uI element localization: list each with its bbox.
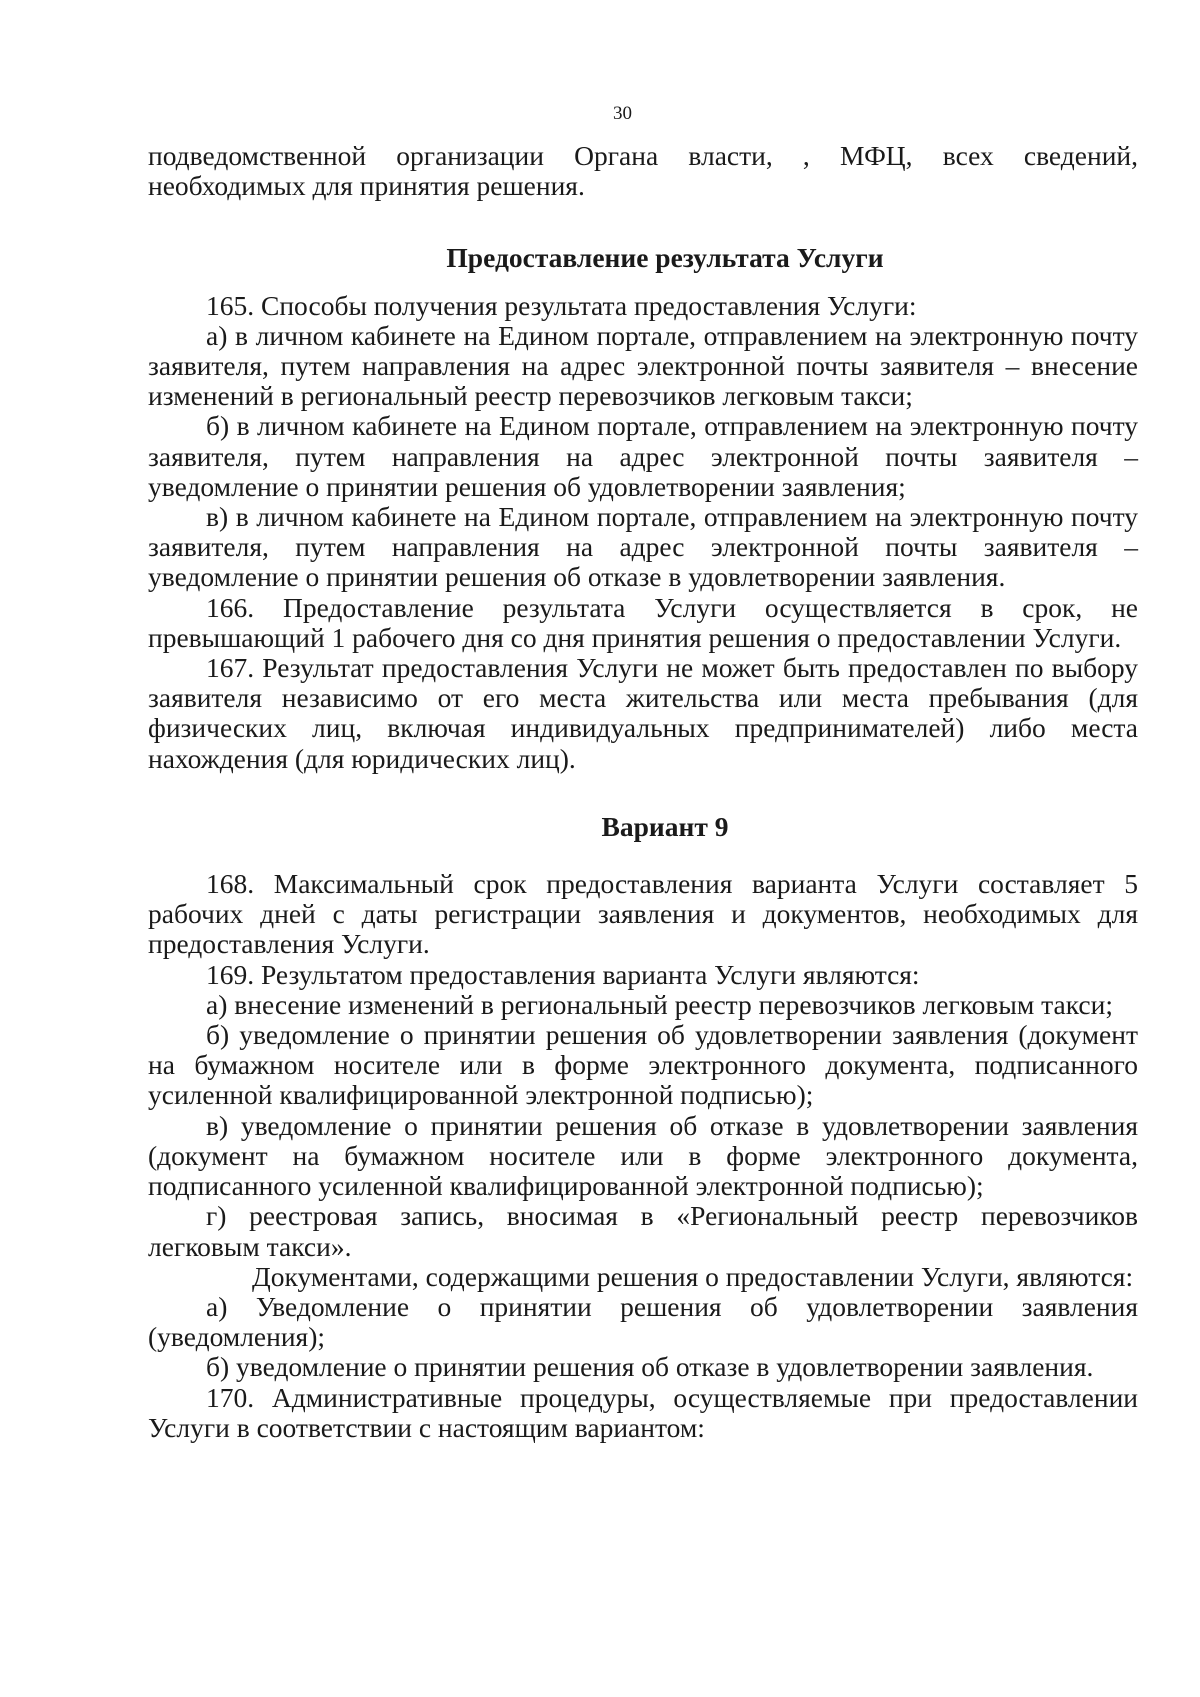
paragraph-167: 167. Результат предоставления Услуги не может быть предоставлен по выбору заявителя независимо от его места жительства или места пребывания (для физических лиц, включая индивидуальных предпринимателей) либо места нахождения (для юридических лиц). bbox=[148, 652, 1138, 774]
page-number: 30 bbox=[613, 103, 632, 124]
paragraph-165-a: а) в личном кабинете на Едином портале, отправлением на электронную почту заявителя, путем направления на адрес электронной почты заявителя – внесение изменений в региональный реестр перевозчиков легковым такси; bbox=[148, 319, 1138, 412]
paragraph-169-a: а) внесение изменений в региональный реестр перевозчиков легковым такси; bbox=[206, 988, 1113, 1020]
paragraph-165-b: б) в личном кабинете на Едином портале, отправлением на электронную почту заявителя, путем направления на адрес электронной почты заявителя – уведомление о принятии решения об удовлетворении заявления; bbox=[148, 410, 1138, 502]
paragraph-decision-a: а) Уведомление о принятии решения об удовлетворении заявления (уведомления); bbox=[148, 1290, 1138, 1353]
paragraph-168: 168. Максимальный срок предоставления варианта Услуги составляет 5 рабочих дней с даты регистрации заявления и документов, необходимых для предоставления Услуги. bbox=[148, 868, 1138, 960]
paragraph-decision-documents: Документами, содержащими решения о предоставлении Услуги, являются: bbox=[252, 1260, 1134, 1292]
section-heading-variant-9: Вариант 9 bbox=[601, 810, 729, 842]
paragraph-169-b: б) уведомление о принятии решения об удовлетворении заявления (документ на бумажном носителе или в форме электронного документа, подписанного усиленной квалифицированной электронной подписью); bbox=[148, 1019, 1138, 1111]
paragraph-165: 165. Способы получения результата предоставления Услуги: bbox=[206, 289, 917, 321]
paragraph-166: 166. Предоставление результата Услуги осуществляется в срок, не превышающий 1 рабочего дня со дня принятия решения о предоставлении Услуги. bbox=[148, 591, 1138, 653]
paragraph-169: 169. Результатом предоставления варианта Услуги являются: bbox=[206, 958, 920, 990]
paragraph-170: 170. Административные процедуры, осуществляемые при предоставлении Услуги в соответствии с настоящим вариантом: bbox=[148, 1381, 1138, 1443]
paragraph-continuation: подведомственной организации Органа власти, , МФЦ, всех сведений, необходимых для принятия решения. bbox=[148, 140, 1138, 202]
paragraph-decision-b: б) уведомление о принятии решения об отказе в удовлетворении заявления. bbox=[206, 1351, 1094, 1383]
document-body bbox=[148, 141, 1138, 1443]
paragraph-169-v: в) уведомление о принятии решения об отказе в удовлетворении заявления (документ на бумажном носителе или в форме электронного документа, подписанного усиленной квалифицированной электронной подписью); bbox=[148, 1109, 1138, 1202]
paragraph-165-v: в) в личном кабинете на Едином портале, отправлением на электронную почту заявителя, путем направления на адрес электронной почты заявителя – уведомление о принятии решения об отказе в удовлетворении заявления. bbox=[148, 501, 1138, 593]
paragraph-169-g: г) реестровая запись, вносимая в «Региональный реестр перевозчиков легковым такси». bbox=[148, 1200, 1138, 1262]
section-heading-result: Предоставление результата Услуги bbox=[446, 242, 884, 274]
